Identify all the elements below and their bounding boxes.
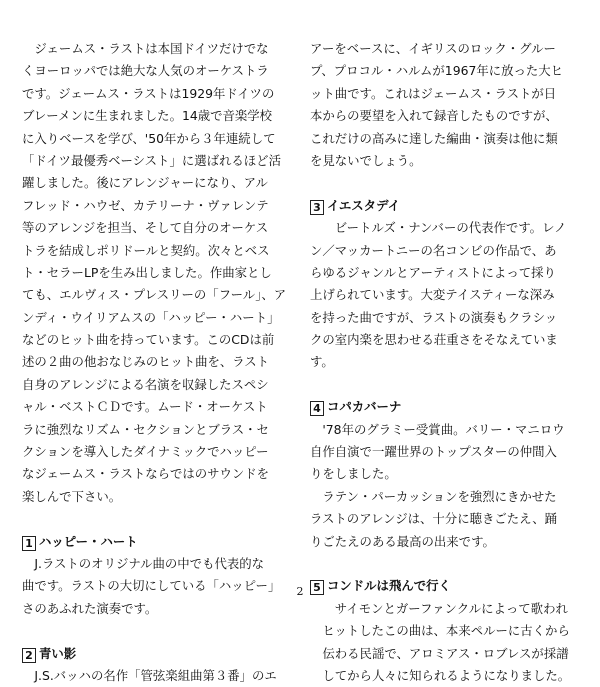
text-line: '78年のグラミー受賞曲。バリー・マニロウ	[310, 421, 565, 437]
text-line: フレッド・ハウゼ、カテリーナ・ヴァレンテ	[22, 197, 269, 213]
text-line: これだけの高みに達した編曲・演奏は他に類	[310, 130, 558, 146]
text-line: ヒットしたこの曲は、本来ペルーに古くから	[310, 623, 570, 639]
track-title: コンドルは飛んで行く	[327, 578, 451, 594]
text-line: に入りベースを学び、'50年から３年連続して	[22, 130, 276, 146]
text-line: さのあふれた演奏です。	[22, 600, 158, 616]
text-line: 述の２曲の他おなじみのヒット曲を、ラスト	[22, 354, 270, 370]
text-line: サイモンとガーファンクルによって歌われ	[310, 600, 568, 616]
text-line: らゆるジャンルとアーティストによって採り	[310, 264, 556, 280]
text-line: ト・セラーLPを生み出しました。作曲家とし	[22, 264, 272, 280]
track-number-box: 3	[310, 200, 324, 215]
text-line: す。	[310, 354, 334, 370]
text-line: ジェームス・ラストは本国ドイツだけでな	[22, 41, 269, 56]
text-line: 自作自演で一躍世界のトップスターの仲間入	[310, 444, 557, 460]
track-heading	[310, 396, 583, 418]
text-line: です。ジェームス・ラストは1929年ドイツの	[22, 85, 275, 101]
text-line: ラテン・パーカッションを強烈にきかせた	[310, 488, 557, 504]
text-line: ラストのアレンジは、十分に聴きごたえ、踊	[310, 511, 558, 527]
text-line: 伝わる民謡で、アロミアス・ロブレスが採譜	[310, 645, 569, 661]
intro-paragraph	[22, 38, 294, 508]
text-line: J.S.バッハの名作「管弦楽組曲第３番」のエ	[22, 667, 277, 683]
track-1-section	[22, 531, 294, 621]
text-line: 躍しました。後にアレンジャーになり、アル	[22, 175, 268, 191]
track-title: イエスタデイ	[327, 197, 400, 213]
text-line: してから人々に知られるようになりました。	[310, 667, 571, 683]
text-line: ン／マッカートニーの名コンビの作品で、あ	[310, 242, 557, 258]
text-line: ラに強烈なリズム・セクションとブラス・セ	[22, 421, 269, 437]
text-line: トラを結成しポリドールと契約。次々とベス	[22, 242, 270, 258]
text-line: りをしました。	[310, 466, 397, 482]
text-line: 本からの要望を入れて録音したものですが、	[310, 108, 558, 124]
track-title: コパカバーナ	[327, 399, 402, 415]
track-3-section	[310, 195, 583, 374]
text-line: 自身のアレンジによる名演を収録したスペシ	[22, 376, 269, 392]
track-title: ハッピー・ハート	[39, 533, 138, 549]
text-line: を見ないでしょう。	[310, 152, 422, 168]
text-line: ブレーメンに生まれました。14歳で音楽学校	[22, 108, 273, 124]
text-line: 等のアレンジを担当、そして自分のオーケス	[22, 220, 269, 236]
track-number-box: 1	[22, 536, 36, 551]
text-line: を持った曲ですが、ラストの演奏もクラシッ	[310, 309, 558, 325]
track-heading	[310, 195, 583, 217]
text-line: 「ドイツ最優秀ベーシスト」に選ばれるほど活	[22, 152, 281, 168]
track-4-section	[310, 396, 583, 553]
text-line: ンディ・ウイリアムスの「ハッピー・ハート」	[22, 309, 280, 325]
text-line: ても、エルヴィス・プレスリーの「フール」、ア	[22, 287, 287, 303]
page-number: 2	[296, 585, 304, 598]
track-number-box: 4	[310, 401, 324, 416]
track-heading	[22, 643, 294, 665]
text-line: くヨーロッパでは絶大な人気のオーケストラ	[22, 63, 269, 79]
track-2-section	[22, 643, 294, 687]
text-line: 曲です。ラストの大切にしている「ハッピー」	[22, 578, 281, 594]
text-line: クションを導入したダイナミックでハッピー	[22, 444, 269, 460]
text-line: J.ラストのオリジナル曲の中でも代表的な	[22, 555, 265, 571]
text-line: ット曲です。これはジェームス・ラストが日	[310, 85, 557, 101]
text-line: ャル・ベストＣＤです。ムード・オーケスト	[22, 399, 268, 415]
text-line: プ、プロコル・ハルムが1967年に放った大ヒ	[310, 63, 564, 79]
track-2-continuation	[310, 38, 583, 172]
text-line: クの室内楽を思わせる荘重さをそなえていま	[310, 332, 558, 348]
track-number-box: 2	[22, 648, 36, 663]
text-line: ビートルズ・ナンバーの代表作です。レノ	[310, 220, 567, 236]
text-line: などのヒット曲を持っています。このCDは前	[22, 332, 275, 348]
text-line: 楽しんで下さい。	[22, 488, 122, 504]
track-title: 青い影	[39, 645, 77, 661]
track-heading	[22, 531, 294, 553]
track-number-box: 5	[310, 580, 324, 595]
text-line: りごたえのある最高の出来です。	[310, 533, 495, 549]
text-line: 上げられています。大変テイスティーな深み	[310, 287, 555, 303]
text-line: なジェームス・ラストならではのサウンドを	[22, 466, 270, 482]
text-line: アーをベースに、イギリスのロック・グルー	[310, 41, 556, 56]
